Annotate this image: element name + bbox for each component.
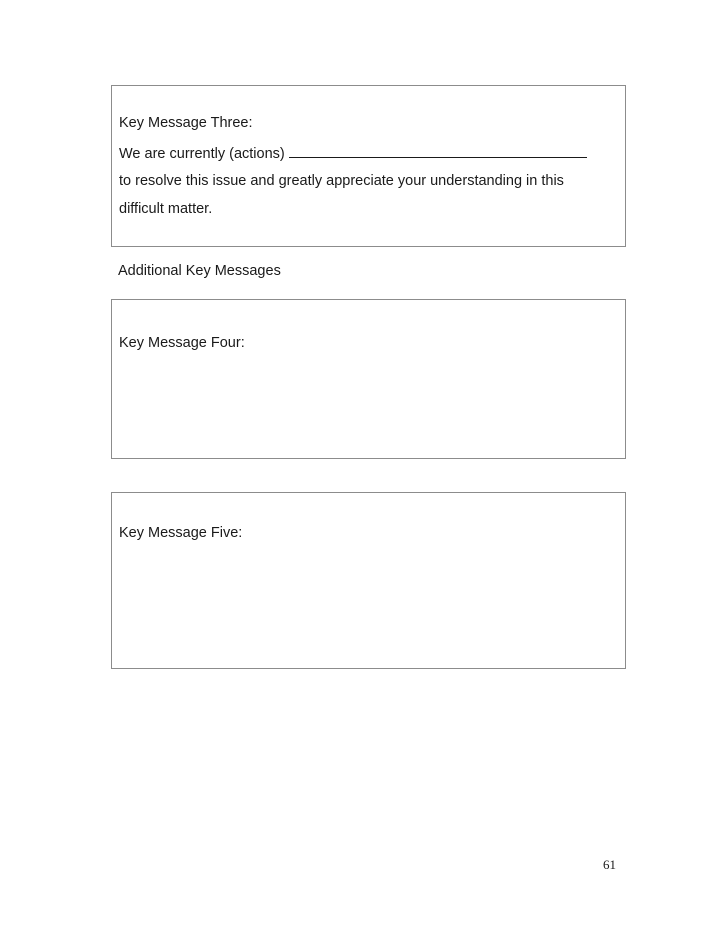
key-message-five-box bbox=[111, 492, 626, 669]
key-message-four-title: Key Message Four: bbox=[119, 335, 245, 351]
key-message-three-box bbox=[111, 85, 626, 247]
key-message-five-title: Key Message Five: bbox=[119, 525, 243, 541]
key-message-three-line-3: difficult matter. bbox=[119, 201, 213, 217]
additional-key-messages-heading: Additional Key Messages bbox=[118, 263, 281, 279]
actions-fill-in-blank bbox=[289, 144, 587, 158]
key-message-three-title: Key Message Three: bbox=[119, 115, 253, 131]
key-message-three-line-1-text: We are currently (actions) bbox=[119, 146, 289, 162]
page-number: 61 bbox=[603, 857, 616, 872]
key-message-four-box bbox=[111, 299, 626, 459]
key-message-three-line-2: to resolve this issue and greatly appreciate your understanding in this bbox=[119, 173, 564, 189]
key-message-three-line-1 bbox=[119, 144, 587, 163]
